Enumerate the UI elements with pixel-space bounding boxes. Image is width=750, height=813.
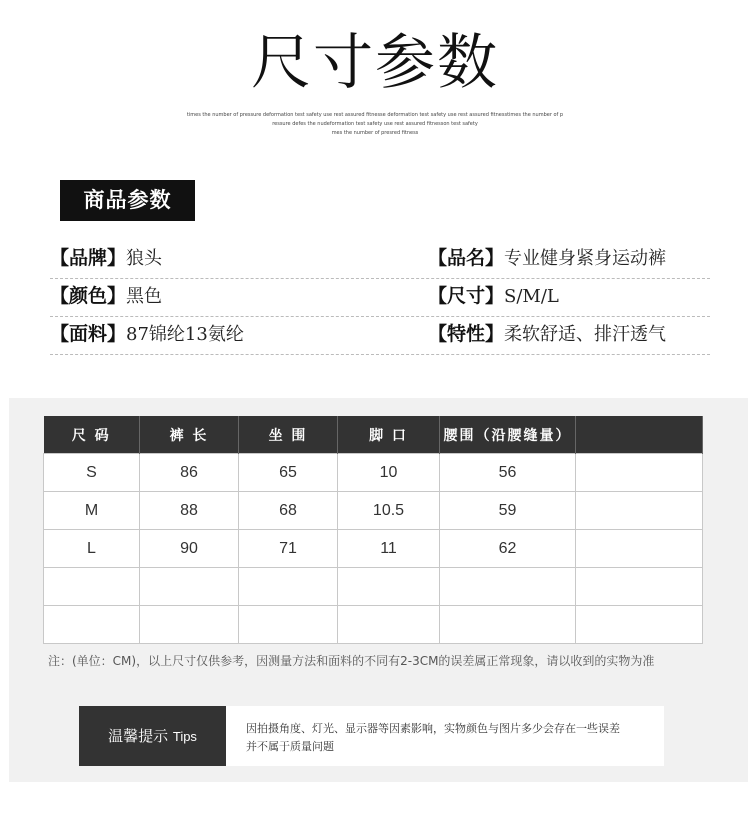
attr-brand (50, 241, 162, 276)
page-title: 尺寸参数 (251, 28, 499, 98)
attr-value: 专业健身紧身运动裤 (504, 248, 667, 269)
table-cell: 90 (140, 530, 239, 568)
table-cell (576, 492, 703, 530)
header-empty (576, 416, 703, 454)
table-cell (576, 568, 703, 606)
subtitle-text (0, 111, 750, 138)
tips-text (246, 720, 656, 756)
header-waist: 腰围（沿腰缝量） (440, 416, 576, 454)
subtitle-line: ressure defes the nudeformation test safety use rest assured fitnesson test safety (272, 121, 478, 127)
attr-row (50, 241, 710, 279)
attr-size (428, 279, 559, 314)
attr-row (50, 317, 710, 355)
table-cell: 59 (440, 492, 576, 530)
attr-feature (428, 317, 666, 352)
attr-key: 【面料】 (50, 323, 127, 345)
table-cell (338, 568, 440, 606)
table-cell: 71 (239, 530, 338, 568)
tips-box (79, 706, 664, 766)
attr-fabric (50, 317, 244, 352)
attr-product-name (428, 241, 666, 276)
subtitle-line: times the number of pressure deformation test safety use rest assured fitnesse deformation test safety use rest assured fitnesstimes the number of p (186, 112, 564, 118)
table-cell: 62 (440, 530, 576, 568)
attr-value: 87锦纶13氨纶 (126, 324, 244, 345)
table-cell: 10 (338, 454, 440, 492)
tips-label-cn: 温馨提示 (108, 727, 169, 745)
header-size: 尺 码 (44, 416, 140, 454)
tips-label (79, 706, 226, 766)
table-cell (576, 530, 703, 568)
header-hem: 脚 口 (338, 416, 440, 454)
table-cell: 10.5 (338, 492, 440, 530)
table-cell: L (44, 530, 140, 568)
table-row (44, 606, 703, 644)
tips-line: 并不属于质量问题 (246, 740, 334, 753)
table-cell: 65 (239, 454, 338, 492)
table-cell (576, 606, 703, 644)
table-row (44, 530, 703, 568)
table-cell: S (44, 454, 140, 492)
table-cell (140, 568, 239, 606)
attr-key: 【品牌】 (50, 247, 127, 269)
table-cell (338, 606, 440, 644)
table-cell (239, 606, 338, 644)
table-row (44, 492, 703, 530)
subtitle-line: mes the number of presred fitness (331, 130, 419, 136)
table-cell: 88 (140, 492, 239, 530)
attr-key: 【颜色】 (50, 285, 127, 307)
dashed-divider (50, 354, 710, 355)
table-cell: M (44, 492, 140, 530)
table-cell (576, 454, 703, 492)
table-row (44, 568, 703, 606)
tips-label-en: Tips (172, 729, 197, 744)
table-cell (140, 606, 239, 644)
table-cell (239, 568, 338, 606)
attr-value: 柔软舒适、排汗透气 (504, 324, 667, 345)
size-table-header-row (44, 416, 703, 454)
attr-row (50, 279, 710, 317)
measurement-note: 注：(单位：CM)，以上尺寸仅供参考，因测量方法和面料的不同有2-3CM的误差属正常现象，请以收到的实物为准 (48, 654, 655, 668)
product-params-label: 商品参数 (60, 180, 195, 221)
attr-value: S/M/L (504, 286, 559, 307)
size-table (43, 416, 703, 644)
attr-value: 黑色 (126, 286, 163, 307)
attr-value: 狼头 (126, 248, 163, 269)
tips-line: 因拍摄角度、灯光、显示器等因素影响，实物颜色与图片多少会存在一些误差 (246, 722, 620, 735)
table-cell: 86 (140, 454, 239, 492)
attr-key: 【特性】 (428, 323, 505, 345)
header-seat: 坐 围 (239, 416, 338, 454)
table-cell (440, 568, 576, 606)
header-length: 裤 长 (140, 416, 239, 454)
table-cell (44, 568, 140, 606)
table-row (44, 454, 703, 492)
table-cell (440, 606, 576, 644)
table-cell (44, 606, 140, 644)
attr-color (50, 279, 162, 314)
attr-key: 【尺寸】 (428, 285, 505, 307)
attr-key: 【品名】 (428, 247, 505, 269)
table-cell: 68 (239, 492, 338, 530)
table-cell: 56 (440, 454, 576, 492)
table-cell: 11 (338, 530, 440, 568)
